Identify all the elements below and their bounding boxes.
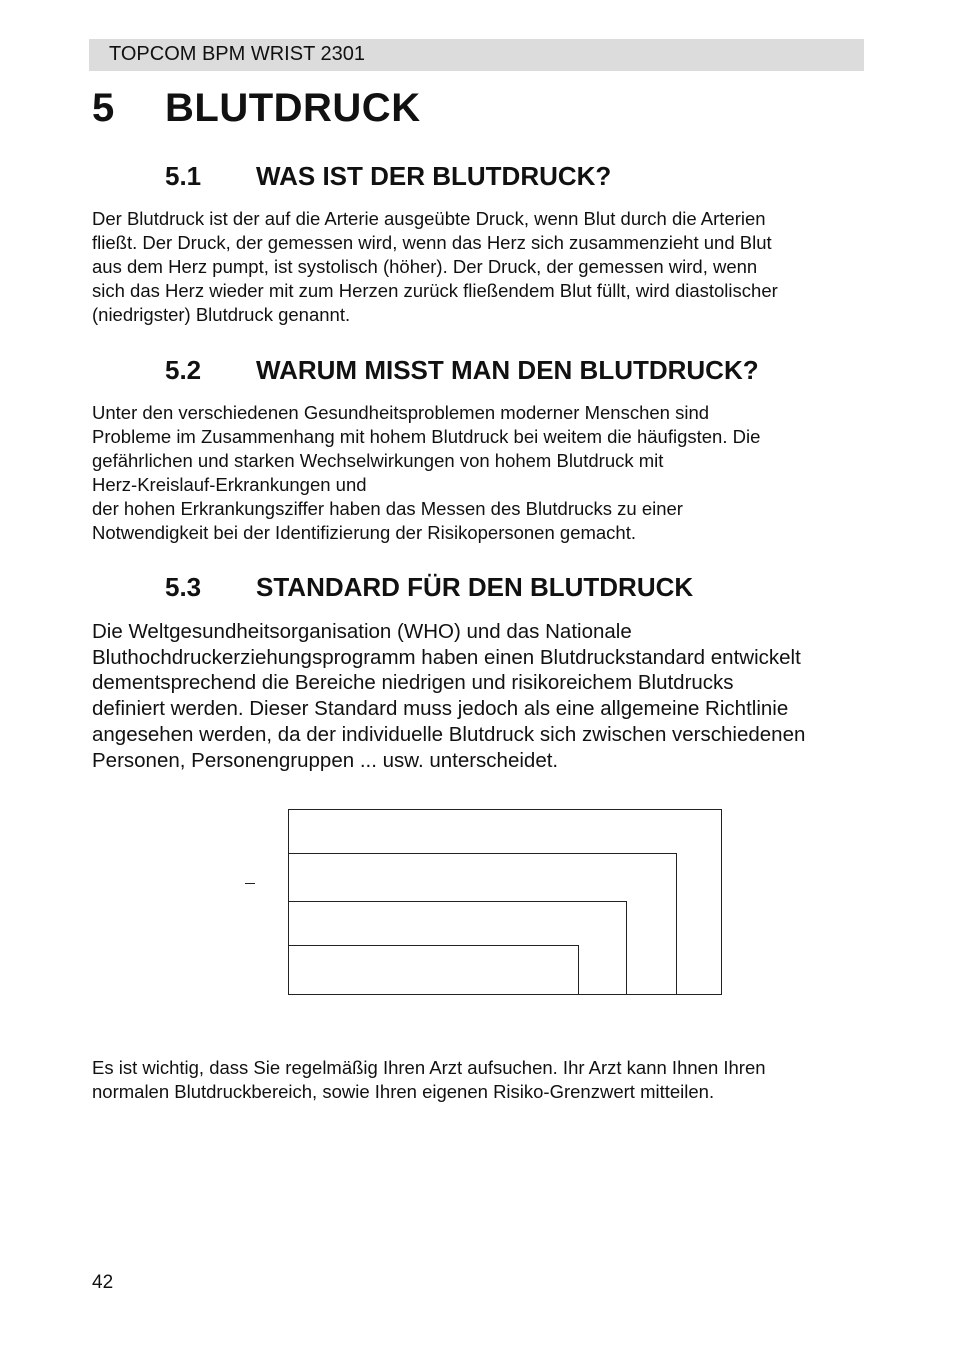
section-paragraph-5-3 (92, 619, 867, 773)
paragraph-line: Notwendigkeit bei der Identifizierung der Risikopersonen gemacht. (92, 522, 636, 543)
page-number: 42 (92, 1272, 114, 1293)
paragraph-line: sich das Herz wieder mit zum Herzen zurück fließendem Blut füllt, wird diastolischer (92, 280, 778, 301)
section-number: 5.3 (165, 572, 202, 602)
paragraph-line: Herz-Kreislauf-Erkrankungen und (92, 474, 367, 495)
blood-pressure-diagram (240, 805, 730, 1005)
paragraph-line: Personen, Personengruppen ... usw. unterscheidet. (92, 748, 559, 772)
paragraph-line: angesehen werden, da der individuelle Blutdruck sich zwischen verschiedenen (92, 722, 806, 746)
closing-paragraph (92, 1056, 867, 1104)
section-title: WARUM MISST MAN DEN BLUTDRUCK? (256, 355, 759, 385)
paragraph-line: normalen Blutdruckbereich, sowie Ihren eigenen Risiko-Grenzwert mitteilen. (92, 1081, 715, 1102)
diagram-box-level-2 (289, 902, 627, 995)
section-paragraph-5-2 (92, 401, 867, 545)
section-number: 5.1 (165, 161, 202, 191)
paragraph-line: aus dem Herz pumpt, ist systolisch (höher). Der Druck, der gemessen wird, wenn (92, 256, 758, 277)
paragraph-line: Bluthochdruckerziehungsprogramm haben einen Blutdruckstandard entwickelt (92, 645, 801, 669)
paragraph-line: Die Weltgesundheitsorganisation (WHO) und das Nationale (92, 620, 632, 643)
section-title: WAS IST DER BLUTDRUCK? (256, 161, 612, 191)
paragraph-line: Probleme im Zusammenhang mit hohem Blutdruck bei weitem die häufigsten. Die (92, 426, 761, 447)
diagram-box-level-1 (289, 946, 579, 995)
section-number: 5.2 (165, 355, 202, 385)
paragraph-line: Der Blutdruck ist der auf die Arterie ausgeübte Druck, wenn Blut durch die Arterien (92, 208, 766, 229)
paragraph-line: dementsprechend die Bereiche niedrigen und risikoreichem Blutdrucks (92, 671, 734, 695)
chapter-number: 5 (92, 86, 115, 130)
paragraph-line: definiert werden. Dieser Standard muss jedoch als eine allgemeine Richtlinie (92, 697, 789, 721)
paragraph-line: (niedrigster) Blutdruck genannt. (92, 304, 351, 325)
section-title: STANDARD FÜR DEN BLUTDRUCK (256, 572, 694, 602)
paragraph-line: Es ist wichtig, dass Sie regelmäßig Ihren Arzt aufsuchen. Ihr Arzt kann Ihnen Ihren (92, 1057, 766, 1078)
header-bar (89, 39, 864, 71)
paragraph-line: gefährlichen und starken Wechselwirkungen von hohem Blutdruck mit (92, 450, 664, 471)
section-paragraph-5-1 (92, 207, 867, 327)
chapter-title: BLUTDRUCK (165, 86, 421, 130)
header-title: TOPCOM BPM WRIST 2301 (109, 43, 365, 65)
paragraph-line: der hohen Erkrankungsziffer haben das Messen des Blutdrucks zu einer (92, 498, 683, 519)
paragraph-line: fließt. Der Druck, der gemessen wird, wenn das Herz sich zusammenzieht und Blut (92, 232, 772, 253)
paragraph-line: Unter den verschiedenen Gesundheitsproblemen moderner Menschen sind (92, 402, 710, 423)
diagram-box-level-3 (289, 854, 677, 995)
